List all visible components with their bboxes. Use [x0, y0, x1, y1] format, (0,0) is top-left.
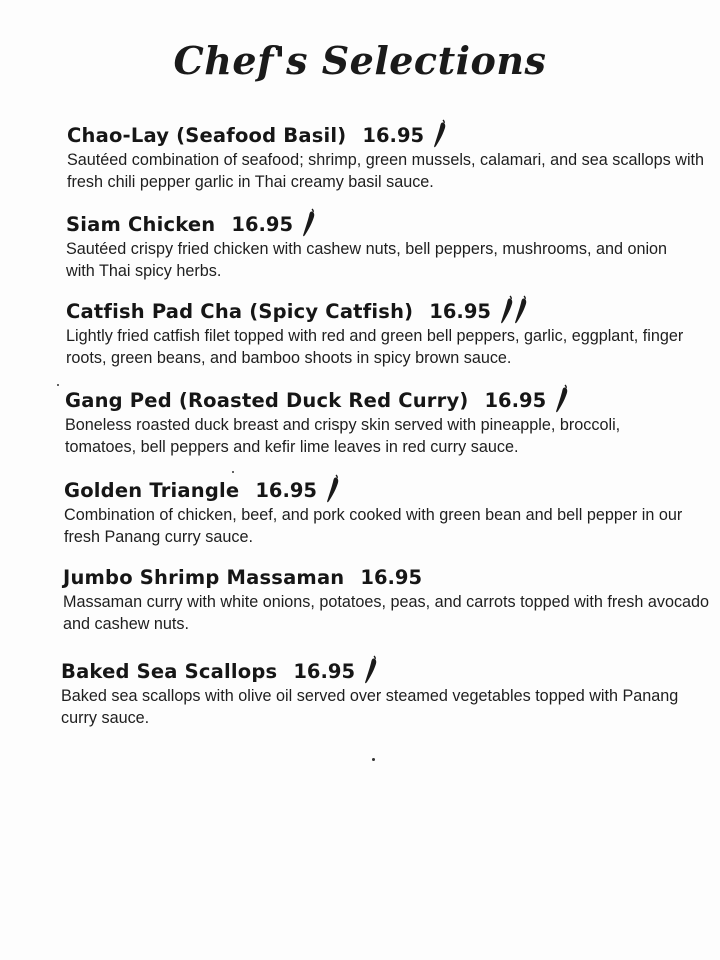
chili-pepper-icon — [554, 384, 570, 414]
menu-item-header — [66, 295, 720, 325]
dust-speck — [57, 384, 59, 386]
spice-indicator — [499, 295, 529, 325]
menu-item — [64, 474, 720, 548]
menu-item-price: 16.95 — [231, 213, 294, 236]
menu-item — [67, 119, 720, 193]
menu-item — [65, 384, 720, 458]
menu-item-header — [64, 474, 720, 504]
spice-indicator — [363, 655, 379, 685]
chili-pepper-icon — [432, 119, 448, 149]
spice-indicator — [325, 474, 341, 504]
menu-item-description: Baked sea scallops with olive oil served over steamed vegetables topped with Panang curry sauce. — [61, 687, 679, 727]
dust-speck — [232, 471, 234, 473]
menu-item — [66, 295, 720, 369]
menu-item — [66, 208, 720, 282]
menu-item-description: Boneless roasted duck breast and crispy skin served with pineapple, broccoli, tomatoes, bell peppers and kefir lime leaves in red curry sauce. — [65, 416, 621, 456]
menu-item-name: Golden Triangle — [64, 479, 240, 502]
chili-pepper-icon — [301, 208, 317, 238]
menu-item-price: 16.95 — [360, 566, 423, 589]
dust-speck — [372, 758, 375, 761]
menu-item-price: 16.95 — [429, 300, 491, 323]
spice-indicator — [432, 119, 448, 149]
menu-item-name: Gang Ped (Roasted Duck Red Curry) — [65, 389, 469, 412]
page-title: Chef's Selections — [173, 38, 547, 83]
menu-item-name: Jumbo Shrimp Massaman — [63, 566, 345, 589]
menu-item-description: Sautéed combination of seafood; shrimp, green mussels, calamari, and sea scallops with fresh chili pepper garlic in Thai creamy basil sauce. — [67, 151, 705, 191]
menu-item-header — [65, 384, 720, 414]
menu-item-header — [67, 119, 720, 149]
menu-item — [61, 655, 720, 729]
menu-item-header — [61, 655, 720, 685]
menu-item-description: Combination of chicken, beef, and pork cooked with green bean and bell pepper in our fresh Panang curry sauce. — [64, 506, 683, 546]
menu-item-header — [63, 565, 720, 591]
chili-pepper-icon — [325, 474, 341, 504]
menu-item-description: Lightly fried catfish filet topped with red and green bell peppers, garlic, eggplant, finger roots, green beans, and bamboo shoots in spicy brown sauce. — [66, 327, 684, 367]
menu-item-name: Catfish Pad Cha (Spicy Catfish) — [66, 300, 414, 323]
menu-item-price: 16.95 — [484, 389, 547, 412]
spice-indicator — [301, 208, 317, 238]
menu-item-name: Siam Chicken — [66, 213, 216, 236]
chili-pepper-icon — [513, 295, 529, 325]
menu-item-header — [66, 208, 720, 238]
menu-item-price: 16.95 — [293, 660, 356, 683]
menu-item-name: Chao-Lay (Seafood Basil) — [67, 124, 347, 147]
menu-item-price: 16.95 — [362, 124, 425, 147]
menu-item-description: Sautéed crispy fried chicken with cashew nuts, bell peppers, mushrooms, and onion with Thai spicy herbs. — [66, 240, 668, 280]
menu-item-description: Massaman curry with white onions, potatoes, peas, and carrots topped with fresh avocado and cashew nuts. — [63, 593, 710, 633]
spice-indicator — [554, 384, 570, 414]
menu-item-price: 16.95 — [255, 479, 317, 502]
chili-pepper-icon — [363, 655, 379, 685]
menu-item-name: Baked Sea Scallops — [61, 660, 278, 683]
menu-item — [63, 565, 720, 635]
